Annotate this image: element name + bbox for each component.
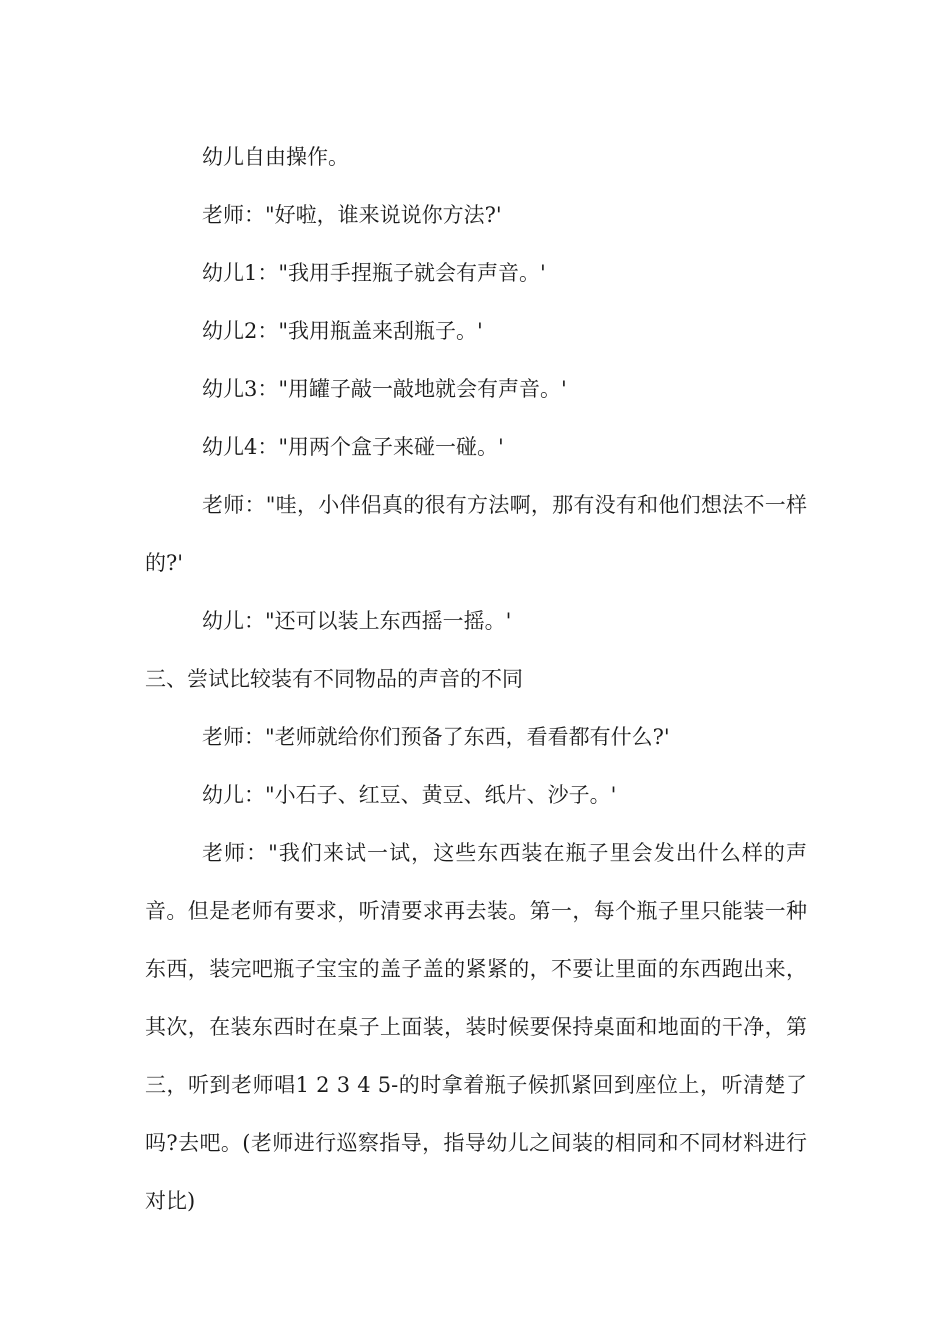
paragraph-child-items: 幼儿："小石子、红豆、黄豆、纸片、沙子。' [202, 783, 617, 807]
paragraph-child-shake: 幼儿："还可以装上东西摇一摇。' [202, 609, 512, 633]
document-body [145, 128, 807, 1230]
paragraph-child-1: 幼儿1："我用手捏瓶子就会有声音。' [202, 261, 546, 285]
paragraph-free-operation: 幼儿自由操作。 [202, 145, 349, 169]
paragraph-teacher-instructions: 老师："我们来试一试，这些东西装在瓶子里会发出什么样的声音。但是老师有要求，听清要求再去装。第一，每个瓶子里只能装一种东西，装完吧瓶子宝宝的盖子盖的紧紧的，不要让里面的东西跑出来，其次，在装东西时在桌子上面装，装时候要保持桌面和地面的干净，第三，听到老师唱1 2 3 4 5-的时拿着瓶子候抓紧回到座位上，听清楚了吗?去吧。(老师进行巡察指导，指导幼儿之间装的相同和不同材料进行对比) [145, 841, 807, 1213]
section-heading-3: 三、尝试比较装有不同物品的声音的不同 [145, 667, 523, 691]
paragraph-teacher-prepared: 老师："老师就给你们预备了东西，看看都有什么?' [202, 725, 670, 749]
paragraph-child-4: 幼儿4："用两个盒子来碰一碰。' [202, 435, 504, 459]
paragraph-teacher-praise: 老师："哇，小伴侣真的很有方法啊，那有没有和他们想法不一样的?' [145, 493, 807, 575]
paragraph-child-2: 幼儿2："我用瓶盖来刮瓶子。' [202, 319, 483, 343]
paragraph-child-3: 幼儿3："用罐子敲一敲地就会有声音。' [202, 377, 567, 401]
paragraph-teacher-question: 老师："好啦，谁来说说你方法?' [202, 203, 502, 227]
